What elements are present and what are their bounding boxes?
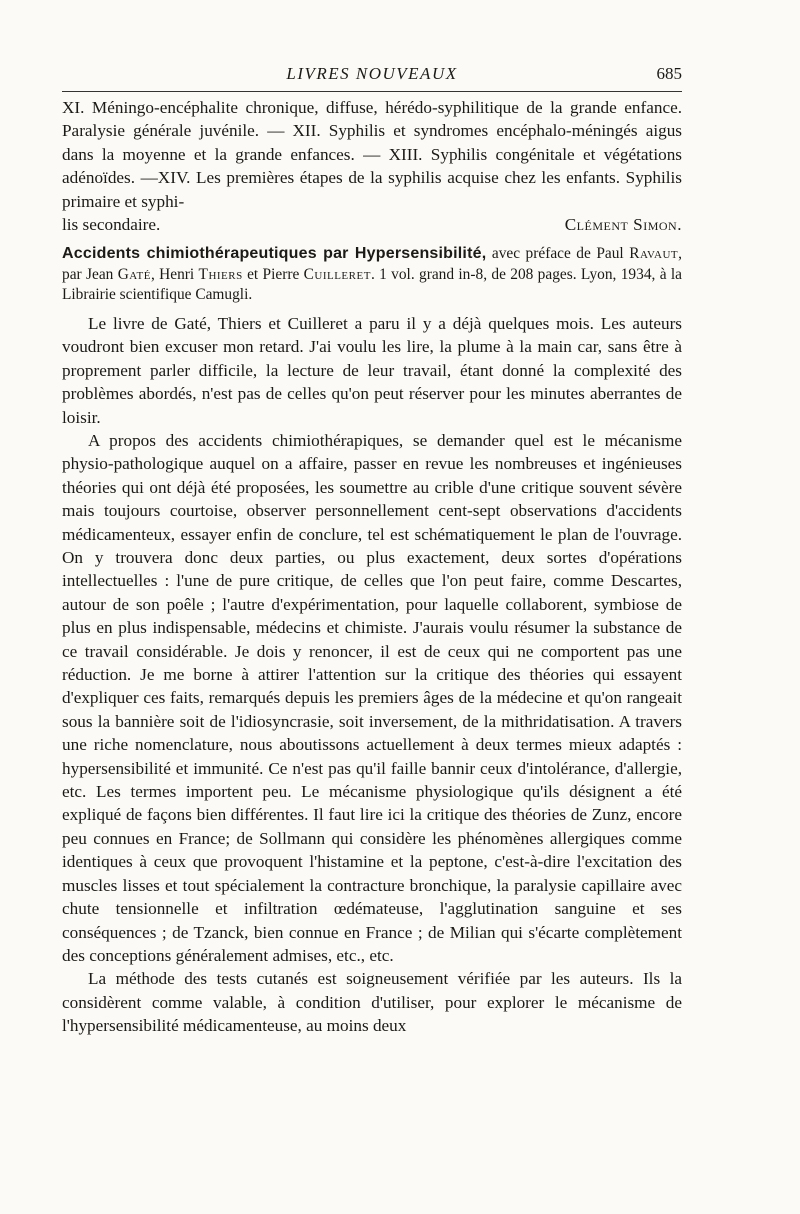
review-paragraph-3: La méthode des tests cutanés est soigneusement vérifiée par les auteurs. Ils la considèrent comme valable, à condition d'utiliser, pour explorer le mécanisme de l'hypersensibilité médicamenteuse, au moins deux [62,969,682,1036]
page-number: 685 [656,64,682,83]
page-body [62,96,682,1038]
book-title: Accidents chimiothérapeutiques par Hypersensibilité, [62,245,487,263]
previous-review-text [62,96,682,213]
previous-review-closing [62,213,682,236]
book-entry [62,244,682,306]
review-paragraph-1: Le livre de Gaté, Thiers et Cuilleret a paru il y a déjà quelques mois. Les auteurs voudront bien excuser mon retard. J'ai voulu les lire, la plume à la main car, sans être à proprement parler difficile, la lecture de leur travail, étant donné la complexité des problèmes abordés, n'est pas de celles qu'on peut réserver pour les minutes aberrantes de loisir. [62,313,682,427]
running-header [62,64,682,90]
header-rule [62,91,682,92]
author-thiers: Thiers [198,265,243,283]
entry-sep2: et Pierre [242,265,304,283]
author-cuilleret: Cuilleret [303,265,371,283]
previous-review-last-line: lis secondaire. [62,215,161,235]
entry-sep1: , Henri [150,265,199,283]
previous-review-paragraph: XI. Méningo-encéphalite chronique, diffuse, hérédo-syphilitique de la grande enfance. Paralysie générale juvénile. — XII. Syphilis et syndromes encéphalo-méningés aigus dans la moyenne et la grande enfances. — XIII. Syphilis congénitale et végétations adénoïdes. —XIV. Les premières étapes de la syphilis acquise chez les enfants. Syphilis primaire et syphi- [62,98,682,211]
running-title: LIVRES NOUVEAUX [286,64,458,83]
author-gate: Gaté [117,265,151,283]
preface-author: Ravaut [629,245,679,263]
entry-publication-details: . 1 vol. grand in-8, de 208 pages. Lyon, 1934, à la Librairie scientifique Camugli. [62,265,682,304]
entry-preface-prefix: avec préface de Paul [486,245,630,263]
review-paragraph-2: A propos des accidents chimiothérapiques, se demander quel est le mécanisme physio-pathologique auquel on a affaire, passer en revue les nombreuses et ingénieuses théories qui ont déjà été proposées, les soumettre au crible d'une critique souvent sévère mais toujours courtoise, observer personnellement cent-sept observations d'accidents médicamenteux, essayer enfin de conclure, tel est schématiquement le plan de l'ouvrage. On y trouvera donc deux parties, ou plus exactement, deux sortes d'opérations intellectuelles : l'une de pure critique, de celles que l'on peut faire, comme Descartes, autour de son poêle ; l'autre d'expérimentation, pour laquelle collaborent, symbiose de plus en plus indispensable, médecins et chimiste. J'aurais voulu résumer la substance de ce travail considérable. Je dois y renoncer, il est de ceux qui ne comportent pas une réduction. Je me borne à attirer l'attention sur la critique des théories qui essayent d'expliquer ces faits, remarqués depuis les premiers âges de la médecine et qu'on rangeait sous la bannière soit de l'idiosyncrasie, soit inversement, de la mithridatisation. A travers une riche nomenclature, nous aboutissons actuellement à deux termes mieux adaptés : hypersensibilité et immunité. Ce n'est pas qu'il faille bannir ceux d'intolérance, d'allergie, etc. Les termes importent peu. Le mécanisme physiologique qu'ils désignent a été expliqué de façons bien différentes. Il faut lire ici la critique des théories de Zunz, encore peu connues en France; de Sollmann qui considère les phénomènes allergiques comme identiques à ceux que provoquent l'histamine et la peptone, c'est-à-dire l'excitation des muscles lisses et tout spécialement la contracture bronchique, la paralysie capillaire avec chute tensionnelle et infiltration œdémateuse, l'agglutination sanguine et ses conséquences ; de Tzanck, bien connue en France ; de Milian qui s'écarte complètement des conceptions généralement admises, etc., etc. [62,430,682,965]
entry-by: , par Jean [62,245,682,283]
reviewer-signature: Clément Simon. [564,215,682,235]
